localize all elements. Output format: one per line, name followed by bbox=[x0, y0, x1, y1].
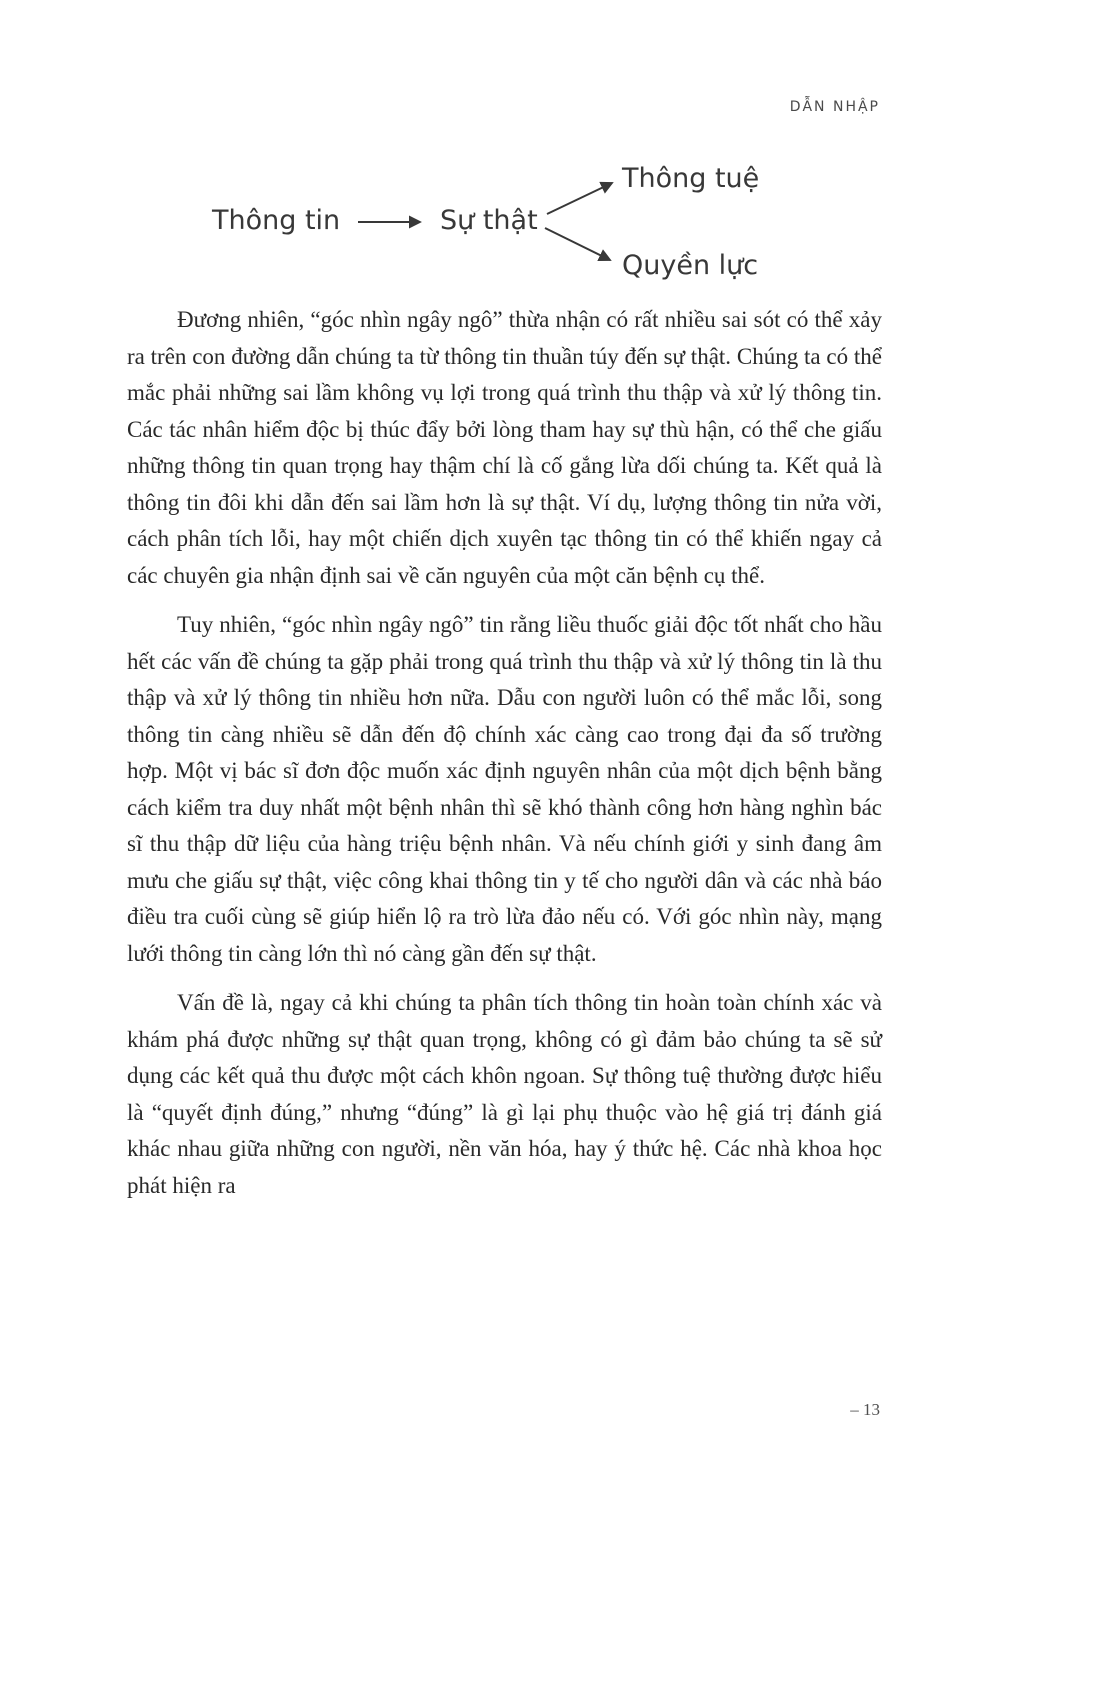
paragraph-2: Tuy nhiên, “góc nhìn ngây ngô” tin rằng liều thuốc giải độc tốt nhất cho hầu hết các vấn đề chúng ta gặp phải trong quá trình thu thập và xử lý thông tin là thu thập và xử lý thông tin nhiều hơn nữa. Dẫu con người luôn có thể mắc lỗi, song thông tin càng nhiều sẽ dẫn đến độ chính xác càng cao trong đại đa số trường hợp. Một vị bác sĩ đơn độc muốn xác định nguyên nhân của một dịch bệnh bằng cách kiểm tra duy nhất một bệnh nhân thì sẽ khó thành công hơn hàng nghìn bác sĩ thu thập dữ liệu của hàng triệu bệnh nhân. Và nếu chính giới y sinh đang âm mưu che giấu sự thật, việc công khai thông tin y tế cho người dân và các nhà báo điều tra cuối cùng sẽ giúp hiển lộ ra trò lừa đảo nếu có. Với góc nhìn này, mạng lưới thông tin càng lớn thì nó càng gần đến sự thật. bbox=[127, 612, 882, 966]
diagram-node-truth: Sự thật bbox=[440, 205, 538, 236]
diagram-node-wisdom: Thông tuệ bbox=[622, 163, 760, 194]
information-flow-diagram bbox=[127, 150, 882, 300]
paragraph-3: Vấn đề là, ngay cả khi chúng ta phân tích thông tin hoàn toàn chính xác và khám phá được những sự thật quan trọng, không có gì đảm bảo chúng ta sẽ sử dụng các kết quả thu được một cách khôn ngoan. Sự thông tuệ thường được hiểu là “quyết định đúng,” nhưng “đúng” là gì lại phụ thuộc vào hệ giá trị đánh giá khác nhau giữa những con người, nền văn hóa, hay ý thức hệ. Các nhà khoa học phát hiện ra bbox=[127, 990, 882, 1198]
running-header: DẪN NHẬP bbox=[789, 99, 880, 115]
diagram-node-information: Thông tin bbox=[212, 205, 341, 236]
arrow-truth-to-power-icon bbox=[545, 228, 610, 260]
arrow-truth-to-wisdom-icon bbox=[547, 183, 612, 214]
page-number: – 13 bbox=[850, 1400, 880, 1419]
body-text bbox=[127, 302, 882, 1217]
diagram-node-power: Quyền lực bbox=[622, 250, 759, 281]
paragraph-1: Đương nhiên, “góc nhìn ngây ngô” thừa nhận có rất nhiều sai sót có thể xảy ra trên con đường dẫn chúng ta từ thông tin thuần túy đến sự thật. Chúng ta có thể mắc phải những sai lầm không vụ lợi trong quá trình thu thập và xử lý thông tin. Các tác nhân hiểm độc bị thúc đẩy bởi lòng tham hay sự thù hận, có thể che giấu những thông tin quan trọng hay thậm chí là cố gắng lừa dối chúng ta. Kết quả là thông tin đôi khi dẫn đến sai lầm hơn là sự thật. Ví dụ, lượng thông tin nửa vời, cách phân tích lỗi, hay một chiến dịch xuyên tạc thông tin có thể khiến ngay cả các chuyên gia nhận định sai về căn nguyên của một căn bệnh cụ thể. bbox=[127, 307, 882, 588]
